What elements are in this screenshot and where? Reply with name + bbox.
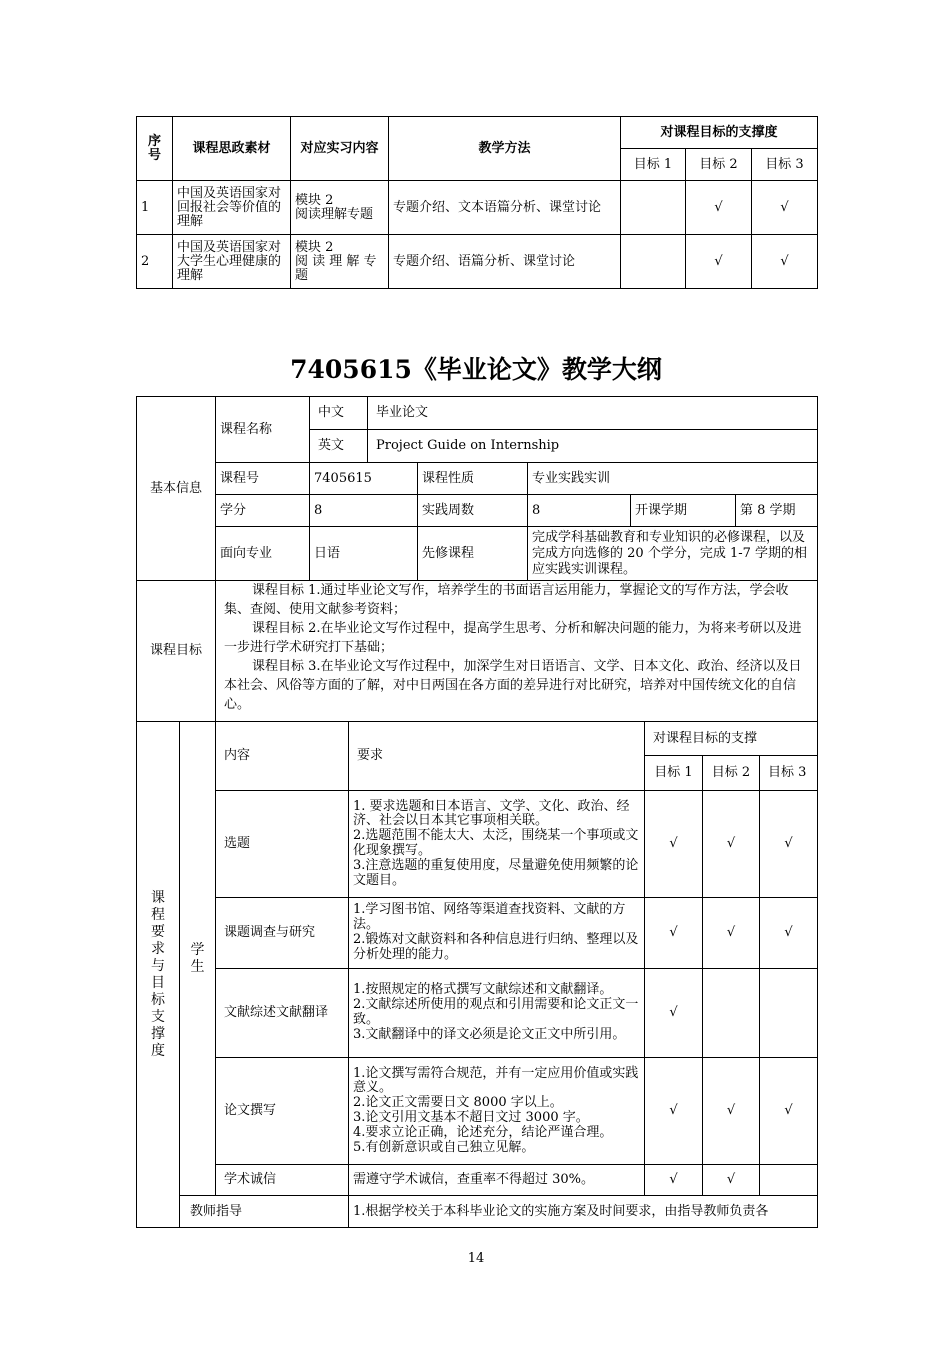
row-goal-3: √ <box>752 181 818 235</box>
weeks-value: 8 <box>528 495 631 527</box>
row-goal-1: √ <box>645 791 703 898</box>
row-goal-2 <box>703 969 760 1058</box>
requirements-section-text: 课程要求与目标支撑度 <box>151 889 165 1059</box>
en-label: 英文 <box>310 430 368 463</box>
prereq-label: 先修课程 <box>418 527 528 581</box>
course-name-label: 课程名称 <box>216 397 310 463</box>
header-goal-2: 目标 2 <box>686 149 752 181</box>
row-requirements: 需遵守学术诚信，查重率不得超过 30%。 <box>349 1165 645 1196</box>
row-goal-2: √ <box>703 1058 760 1165</box>
row-goal-1 <box>621 235 686 289</box>
row-goal-3 <box>760 1165 818 1196</box>
course-code-value: 7405615 <box>310 463 418 495</box>
row-content: 学术诚信 <box>216 1165 349 1196</box>
ideology-table <box>136 116 818 289</box>
row-goal-2: √ <box>703 791 760 898</box>
header-content: 内容 <box>216 722 349 791</box>
row-content: 课题调查与研究 <box>216 898 349 969</box>
row-goal-1 <box>621 181 686 235</box>
term-label: 开课学期 <box>631 495 736 527</box>
goal-3-text: 课程目标 3.在毕业论文写作过程中，加深学生对日语语言、文学、日本文化、政治、经济以及日本社会、风俗等方面的了解，对中日两国在各方面的差异进行对比研究，培养对中国传统文化的自信心。 <box>224 659 802 712</box>
prereq-value: 完成学科基础教育和专业知识的必修课程，以及完成方向选修的 20 个学分，完成 1-7 学期的相应实践实训课程。 <box>528 527 818 581</box>
table-row <box>137 181 818 235</box>
header-support: 对课程目标的支撑 <box>645 722 818 756</box>
header-goal-1: 目标 1 <box>645 756 703 791</box>
major-label: 面向专业 <box>216 527 310 581</box>
course-code-label: 课程号 <box>216 463 310 495</box>
header-goal-1: 目标 1 <box>621 149 686 181</box>
row-method: 专题介绍、文本语篇分析、课堂讨论 <box>389 181 621 235</box>
page-number: 14 <box>467 1251 485 1266</box>
row-goal-3: √ <box>752 235 818 289</box>
credit-value: 8 <box>310 495 418 527</box>
header-material: 课程思政素材 <box>173 117 291 181</box>
table-row <box>137 235 818 289</box>
weeks-label: 实践周数 <box>418 495 528 527</box>
cn-label: 中文 <box>310 397 368 430</box>
row-requirements: 1.按照规定的格式撰写文献综述和文献翻译。 2.文献综述所使用的观点和引用需要和论文正文一致。 3.文献翻译中的译文必须是论文正文中所引用。 <box>349 969 645 1058</box>
table-row <box>137 1165 818 1196</box>
basic-info-table <box>136 396 818 722</box>
credit-label: 学分 <box>216 495 310 527</box>
header-goal-3: 目标 3 <box>752 149 818 181</box>
requirements-table <box>136 721 818 1228</box>
header-content: 对应实习内容 <box>291 117 389 181</box>
row-goal-2: √ <box>686 181 752 235</box>
table-row <box>137 1196 818 1228</box>
goal-1-text: 课程目标 1.通过毕业论文写作，培养学生的书面语言运用能力，掌握论文的写作方法，学会收集、查阅、使用文献参考资料； <box>224 583 789 617</box>
table-row <box>137 1058 818 1165</box>
row-content: 论文撰写 <box>216 1058 349 1165</box>
row-goal-1: √ <box>645 1058 703 1165</box>
row-goal-3 <box>760 969 818 1058</box>
row-material: 中国及英语国家对大学生心理健康的理解 <box>173 235 291 289</box>
row-goal-1: √ <box>645 969 703 1058</box>
row-content: 模块 2 阅 读 理 解 专题 <box>291 235 389 289</box>
row-requirements: 1. 要求选题和日本语言、文学、文化、政治、经济、社会以日本其它事项相关联。 2.选题范围不能太大、太泛，围绕某一个事项或文化现象撰写。 3.注意选题的重复使用度，尽量避免使用频繁的论文题目。 <box>349 791 645 898</box>
header-requirements: 要求 <box>349 722 645 791</box>
course-goals-label: 课程目标 <box>137 581 216 722</box>
row-goal-1: √ <box>645 898 703 969</box>
row-method: 专题介绍、语篇分析、课堂讨论 <box>389 235 621 289</box>
table-row <box>137 898 818 969</box>
row-goal-2: √ <box>686 235 752 289</box>
table-row <box>137 969 818 1058</box>
row-goal-3: √ <box>760 791 818 898</box>
course-nature-value: 专业实践实训 <box>528 463 818 495</box>
major-value: 日语 <box>310 527 418 581</box>
header-goal-3: 目标 3 <box>760 756 818 791</box>
course-nature-label: 课程性质 <box>418 463 528 495</box>
goal-2-text: 课程目标 2.在毕业论文写作过程中，提高学生思考、分析和解决问题的能力，为将来考研以及进一步进行学术研究打下基础； <box>224 621 802 655</box>
term-value: 第 8 学期 <box>736 495 818 527</box>
requirements-section-label <box>137 722 180 1228</box>
table-row <box>137 791 818 898</box>
row-goal-3: √ <box>760 898 818 969</box>
row-material: 中国及英语国家对回报社会等价值的理解 <box>173 181 291 235</box>
row-goal-1: √ <box>645 1165 703 1196</box>
student-label <box>180 722 216 1196</box>
student-text: 学生 <box>190 941 205 975</box>
teacher-guidance-label: 教师指导 <box>180 1196 349 1228</box>
row-content: 文献综述文献翻译 <box>216 969 349 1058</box>
row-requirements: 1.学习图书馆、网络等渠道查找资料、文献的方法。 2.锻炼对文献资料和各种信息进行归纳、整理以及分析处理的能力。 <box>349 898 645 969</box>
header-support: 对课程目标的支撑度 <box>621 117 818 149</box>
course-goals <box>216 581 818 722</box>
cn-value: 毕业论文 <box>368 397 818 430</box>
row-no: 1 <box>137 181 173 235</box>
row-goal-3: √ <box>760 1058 818 1165</box>
row-requirements: 1.论文撰写需符合规范，并有一定应用价值或实践意义。 2.论文正文需要日文 8000 字以上。 3.论文引用文基本不超日文过 3000 字。 4.要求立论正确，论述充分，结论严谨合理。 5.有创新意识或自己独立见解。 <box>349 1058 645 1165</box>
header-method: 教学方法 <box>389 117 621 181</box>
teacher-guidance-text: 1.根据学校关于本科毕业论文的实施方案及时间要求，由指导教师负责各 <box>349 1196 818 1228</box>
row-content: 模块 2 阅读理解专题 <box>291 181 389 235</box>
row-goal-2: √ <box>703 898 760 969</box>
row-no: 2 <box>137 235 173 289</box>
header-no: 序号 <box>137 117 173 181</box>
en-value: Project Guide on Internship <box>368 430 818 463</box>
header-goal-2: 目标 2 <box>703 756 760 791</box>
row-content: 选题 <box>216 791 349 898</box>
page-title: 7405615《毕业论文》教学大纲 <box>290 355 662 384</box>
row-goal-2: √ <box>703 1165 760 1196</box>
basic-info-label: 基本信息 <box>137 397 216 581</box>
